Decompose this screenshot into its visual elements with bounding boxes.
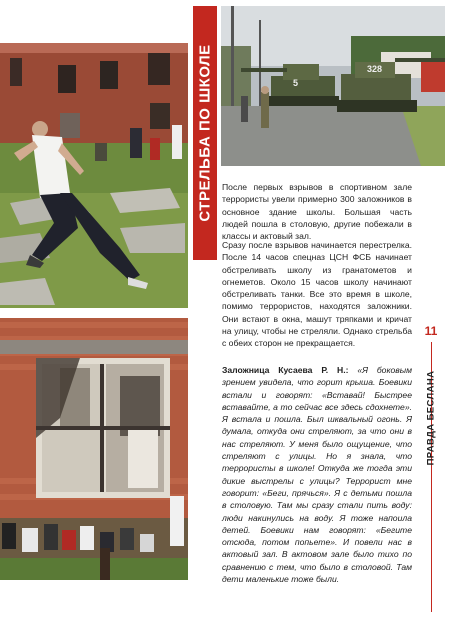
paragraph-2 xyxy=(222,239,412,360)
speaker-name: Заложница Кусаева Р. Н.: xyxy=(222,365,349,375)
paragraph-3 xyxy=(222,364,412,595)
paragraph-1-text: После первых взрывов в спортивном зале террористы увели примерно 300 заложников в основное здание школы. Большая часть людей пошла в столовую, другие побежали в классы и актовый зал. xyxy=(222,182,412,242)
running-head xyxy=(418,370,444,466)
svg-text:5: 5 xyxy=(293,78,299,88)
paragraph-2-text: Сразу после взрывов начинается перестрелка. После 14 часов спецназ ЦСН ФСБ начинает обстреливать школу из гранатометов и огнеметов. Около 15 часов школу начинают обстреливать танки. Все это время в школе, помимо террористов, находятся заложники. Они встают в окна, машут тряпками и кричат на улицу, чтобы не стреляли. Однако стрельба с обеих сторон не прекращается. xyxy=(222,240,412,349)
photo-tanks xyxy=(221,6,445,166)
photo-burned-window xyxy=(0,318,188,580)
photo-running-man xyxy=(0,43,188,308)
svg-text:328: 328 xyxy=(367,64,383,74)
page-number: 11 xyxy=(424,324,438,338)
section-title-bar xyxy=(193,6,217,260)
section-title: СТРЕЛЬБА ПО ШКОЛЕ xyxy=(196,44,214,222)
running-head-text: ПРАВДА БЕСЛАНА xyxy=(425,370,437,466)
testimony-quote: «Я боковым зрением увидела, что горит крыша. Боевики встали и говорят: «Вставай! Быстрее вставайте, а то сейчас все здесь сдохнете». Я встала и пошла. Был шквальный огонь. Я думала, откуда они стреляют, за что они в нас стреляют. У меня было ощущение, что стреляют с улицы. Но я знала, что террористы в школе! Откуда же тогда эти дикие выстрелы с улицы? Террорист мне говорит: «Беги, прячься». Я с детьми пошла в столовую. Там мы сразу стали пить воду: люди накинулись на воду. Я тоже напоила детей. Боевики нам говорят: «Бегите отсюда, потом попьете». И повели нас в актовый зал. В актовом зале было тихо по сравнению с тем, что было в столовой. Там дети маленькие тоже были. xyxy=(222,365,412,585)
